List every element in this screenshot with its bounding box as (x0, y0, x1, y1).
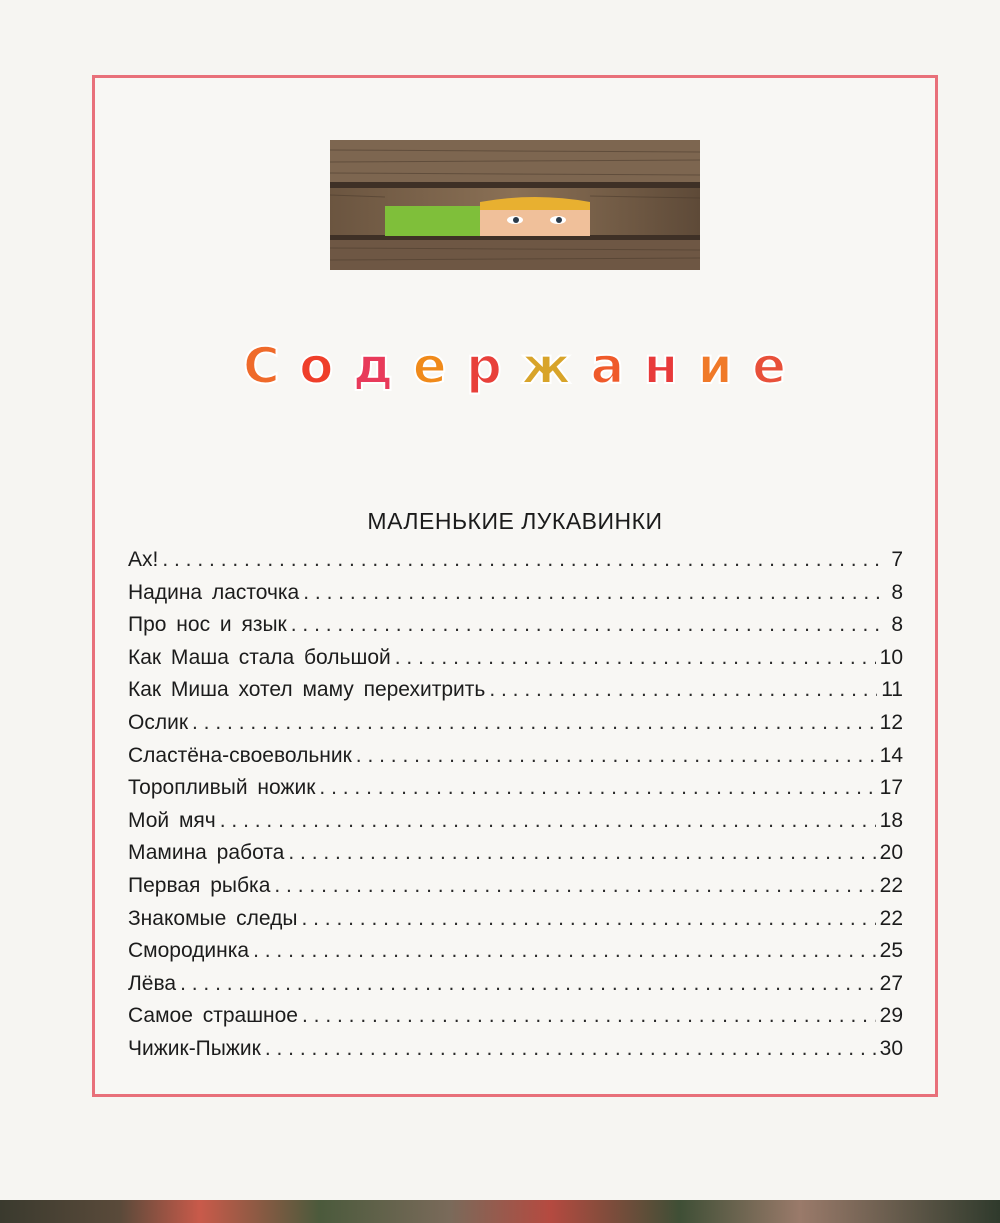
title-letter: а (590, 337, 626, 395)
toc-row[interactable] (128, 972, 903, 1005)
toc-label: Самое страшное (128, 1004, 298, 1028)
toc-row[interactable] (128, 809, 903, 842)
toc-page-number: 22 (879, 873, 903, 897)
toc-page-number: 20 (879, 841, 903, 865)
toc-leader-dots (274, 874, 875, 898)
toc-leader-dots (303, 581, 887, 605)
toc-row[interactable] (128, 744, 903, 777)
toc-page-number: 29 (879, 1004, 903, 1028)
toc-label: Про нос и язык (128, 613, 287, 637)
title-letter: ж (521, 337, 573, 395)
toc-label: Как Миша хотел маму перехитрить (128, 678, 486, 702)
title-letter: д (352, 337, 395, 395)
toc-label: Лёва (128, 971, 177, 995)
next-page-edge (0, 1200, 1000, 1223)
contents-frame (92, 75, 938, 1097)
section-heading: МАЛЕНЬКИЕ ЛУКАВИНКИ (367, 508, 663, 534)
title-letter: е (412, 337, 448, 395)
toc-leader-dots (395, 646, 876, 670)
title-letter: о (299, 337, 335, 395)
toc-label: Надина ласточка (128, 580, 300, 604)
toc-label: Смородинка (128, 939, 250, 963)
toc-row[interactable] (128, 776, 903, 809)
toc-label: Торопливый ножик (128, 776, 316, 800)
toc-page-number: 7 (891, 548, 903, 571)
toc-label: Ослик (128, 710, 189, 734)
toc-row[interactable] (128, 874, 903, 907)
toc-label: Мамина работа (128, 841, 285, 865)
toc-page-number: 30 (879, 1036, 903, 1060)
title-letter: н (643, 337, 680, 395)
toc-leader-dots (162, 548, 887, 572)
toc-page-number: 18 (879, 808, 903, 832)
toc-leader-dots (192, 711, 876, 735)
toc-leader-dots (253, 939, 876, 963)
toc-label: Мой мяч (128, 808, 216, 832)
toc-row[interactable] (128, 711, 903, 744)
toc-row[interactable] (128, 1004, 903, 1037)
toc-row[interactable] (128, 581, 903, 614)
toc-page-number: 17 (879, 776, 903, 800)
toc-page-number: 25 (879, 939, 903, 963)
title-letter: и (697, 337, 734, 395)
toc-row[interactable] (128, 646, 903, 679)
toc-page-number: 12 (879, 710, 903, 734)
title-letter: е (752, 337, 787, 395)
table-of-contents (128, 548, 903, 1070)
toc-row[interactable] (128, 939, 903, 972)
toc-label: Как Маша стала большой (128, 645, 391, 669)
toc-row[interactable] (128, 678, 903, 711)
toc-leader-dots (319, 776, 875, 800)
toc-row[interactable] (128, 907, 903, 940)
toc-label: Первая рыбка (128, 873, 271, 897)
toc-page-number: 27 (879, 971, 903, 995)
toc-leader-dots (489, 678, 877, 702)
toc-leader-dots (220, 809, 876, 833)
toc-label: Ах! (128, 548, 159, 571)
title-letter: р (466, 337, 503, 395)
toc-row[interactable] (128, 613, 903, 646)
toc-label: Сластёна-своевольник (128, 743, 352, 767)
toc-leader-dots (180, 972, 876, 996)
toc-row[interactable] (128, 1037, 903, 1070)
toc-leader-dots (288, 841, 875, 865)
toc-leader-dots (265, 1037, 876, 1061)
toc-page-number: 8 (891, 580, 903, 604)
toc-page-number: 10 (879, 645, 903, 669)
toc-page-number: 11 (881, 678, 903, 702)
toc-label: Знакомые следы (128, 906, 298, 930)
toc-page-number: 14 (879, 743, 903, 767)
toc-leader-dots (302, 1004, 876, 1028)
toc-leader-dots (291, 613, 888, 637)
toc-label: Чижик-Пыжик (128, 1036, 261, 1060)
toc-leader-dots (301, 907, 875, 931)
toc-page-number: 8 (891, 613, 903, 637)
title-letter: С (243, 337, 281, 395)
toc-leader-dots (356, 744, 876, 768)
contents-title (95, 336, 935, 396)
toc-page-number: 22 (879, 906, 903, 930)
toc-row[interactable] (128, 841, 903, 874)
toc-row[interactable] (128, 548, 903, 581)
fence-peeking-boy-illustration (330, 140, 700, 270)
